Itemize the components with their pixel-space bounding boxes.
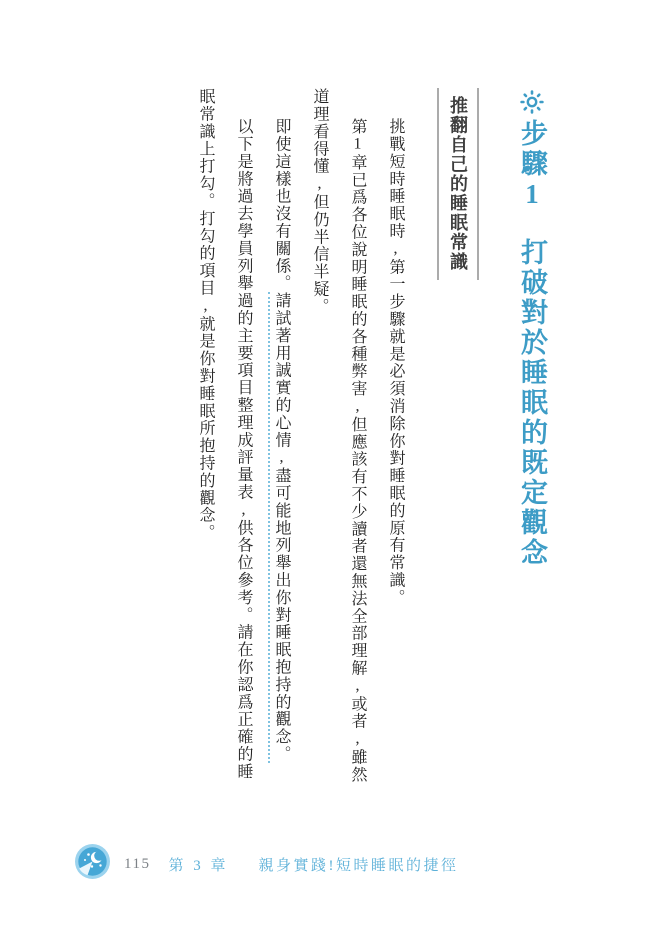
page-title	[512, 90, 552, 710]
section-header: 推翻自己的睡眠常識	[437, 88, 479, 280]
chapter-title: 親身實踐!短時睡眠的捷徑	[258, 857, 459, 874]
night-sky-icon	[74, 843, 111, 885]
page-number: 115	[124, 855, 151, 872]
body-line-plain: 即使這樣也沒有關係。	[273, 118, 290, 292]
body-line	[262, 88, 300, 804]
footer	[74, 843, 458, 885]
body-text	[186, 88, 414, 804]
chapter-label: 第 3 章	[168, 857, 229, 874]
body-line: 道理看得懂,但仍半信半疑。	[311, 88, 328, 316]
body-line: 挑戰短時睡眠時,第一步驟就是必須消除你對睡眠的原有常識。	[387, 118, 404, 607]
body-line: 以下是將過去學員列舉過的主要項目整理成評量表,供各位參考。請在你認爲正確的睡	[235, 118, 252, 781]
emphasized-text: 請試著用誠實的心情,盡可能地列舉出你對睡眠抱持的觀念。	[268, 292, 290, 763]
sun-icon	[512, 90, 552, 114]
step-label: 步驟1	[517, 119, 547, 212]
page-title-text: 打破對於睡眠的既定觀念	[517, 238, 547, 568]
body-line: 第1章已爲各位說明睡眠的各種弊害,但應該有不少讀者還無法全部理解,或者,雖然	[349, 118, 366, 784]
body-line: 眠常識上打勾。打勾的項目,就是你對睡眠所抱持的觀念。	[197, 88, 214, 542]
